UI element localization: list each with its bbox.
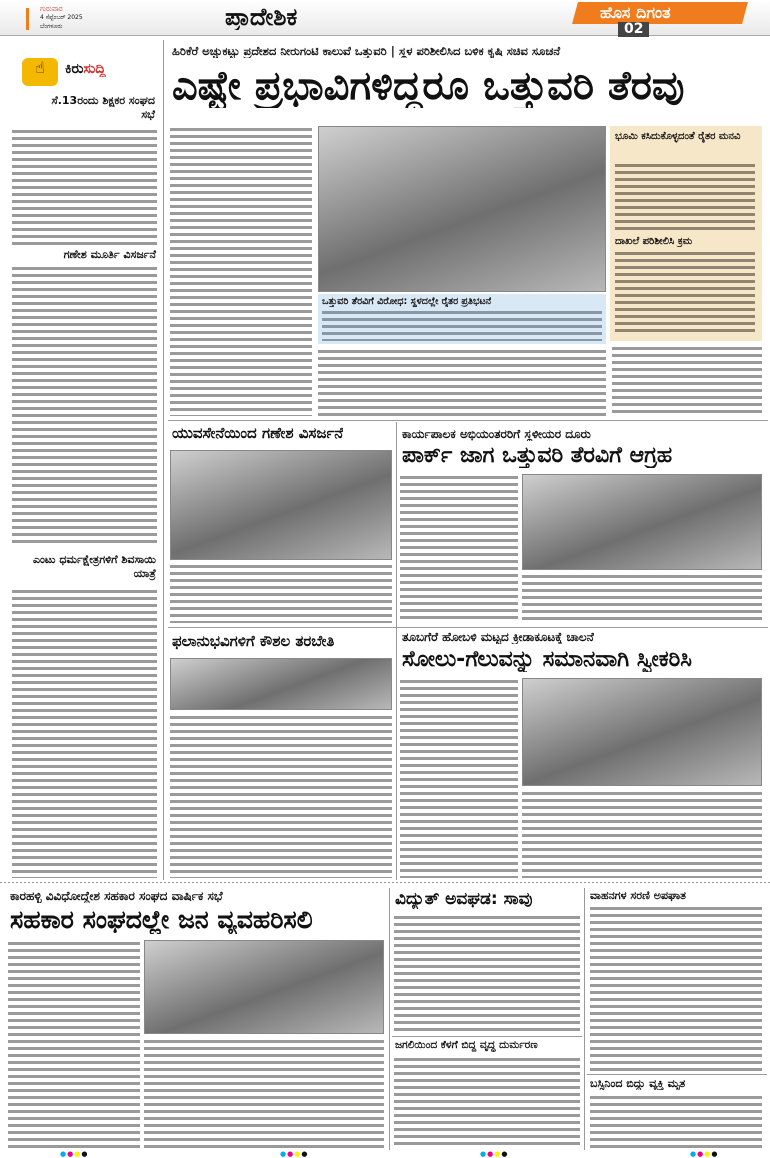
story5-headline: ಸೋಲು-ಗೆಲುವನ್ನು ಸಮಾನವಾಗಿ ಸ್ವೀಕರಿಸಿ	[402, 648, 692, 672]
day: ಗುರುವಾರ	[40, 5, 63, 13]
registration-marks: ●●●●	[480, 1150, 509, 1158]
date: 4 ಸೆಪ್ಟೆಂಬರ್ 2025	[40, 14, 83, 21]
registration-marks: ●●●●	[690, 1150, 719, 1158]
brief-title-1: ಸೆ.13ರಂದು ಶಿಕ್ಷಕರ ಸಂಘದ ಸಭೆ	[51, 94, 155, 122]
story4-headline: ಫಲಾನುಭವಿಗಳಿಗೆ ಕೌಶಲ ತರಬೇತಿ	[172, 633, 335, 650]
story6-headline: ಸಹಕಾರ ಸಂಘದಲ್ಲೇ ಜನ ವ್ಯವಹರಿಸಲಿ	[10, 906, 313, 934]
story4-photo	[170, 658, 392, 710]
section-title: ಪ್ರಾದೇಶಿಕ	[225, 4, 298, 31]
lead-caption-box	[318, 294, 606, 344]
lead-body-1	[170, 126, 312, 416]
sidebar-title-1: ಭೂಮಿ ಕಸಿದುಕೊಳ್ಳದಂತೆ ರೈತರ ಮನವಿ	[615, 131, 741, 142]
brief-body-3	[12, 588, 157, 878]
story10-headline: ಬಸ್ಸಿನಿಂದ ಬಿದ್ದು ವ್ಯಕ್ತಿ ಮೃತ	[590, 1078, 686, 1090]
registration-marks: ●●●●	[280, 1150, 309, 1158]
lead-photo	[318, 126, 606, 292]
briefs-badge: ☝	[22, 58, 58, 86]
story2-photo	[170, 450, 392, 560]
story3-kicker: ಕಾರ್ಯಪಾಲಕ ಅಭಿಯಂತರರಿಗೆ ಸ್ಥಳೀಯರ ದೂರು	[402, 428, 591, 441]
story7-headline: ವಿದ್ಯುತ್ ಅವಘಡ: ಸಾವು	[395, 890, 533, 909]
lead-body-2	[318, 348, 606, 416]
brief-title-2: ಗಣೇಶ ಮೂರ್ತಿ ವಿಸರ್ಜನೆ	[63, 248, 156, 261]
lead-body-3	[612, 345, 762, 415]
city: ಬೆಂಗಳೂರು	[40, 23, 63, 30]
registration-marks: ●●●●	[60, 1150, 89, 1158]
story5-photo	[522, 678, 762, 786]
lead-headline: ಎಷ್ಟೇ ಪ್ರಭಾವಿಗಳಿದ್ದರೂ ಒತ್ತುವರಿ ತೆರವು	[172, 64, 685, 108]
story6-kicker: ಕಾರಹಳ್ಳಿ ವಿವಿಧೋದ್ದೇಶ ಸಹಕಾರ ಸಂಘದ ವಾರ್ಷಿಕ ಸಭೆ	[10, 890, 223, 903]
story5-kicker: ತೂಬಗೆರೆ ಹೋಬಳಿ ಮಟ್ಟದ ಕ್ರೀಡಾಕೂಟಕ್ಕೆ ಚಾಲನೆ	[402, 631, 594, 644]
story3-photo	[522, 474, 762, 570]
date-accent	[26, 8, 29, 30]
story2-headline: ಯುವಸೇನೆಯಿಂದ ಗಣೇಶ ವಿಸರ್ಜನೆ	[172, 425, 344, 442]
lead-sidebar	[610, 126, 762, 341]
story8-headline: ಜಗಲಿಯಿಂದ ಕೆಳಗೆ ಬಿದ್ದ ವೃದ್ಧ ದುರ್ಮರಣ	[395, 1040, 538, 1051]
story3-headline: ಪಾರ್ಕ್ ಜಾಗ ಒತ್ತುವರಿ ತೆರವಿಗೆ ಆಗ್ರಹ	[402, 444, 673, 468]
sidebar-title-2: ದಾಖಲೆ ಪರಿಶೀಲಿಸಿ ಕ್ರಮ	[615, 236, 693, 247]
briefs-label: ಕಿರುಸುದ್ದಿ	[65, 62, 106, 77]
masthead	[0, 0, 770, 36]
brief-title-3: ಎಂಟು ಧರ್ಮಕ್ಷೇತ್ರಗಳಿಗೆ ಶಿವಸಾಯಿ ಯಾತ್ರೆ	[32, 553, 156, 581]
lead-kicker: ಹಿರಿಕೆರೆ ಅಚ್ಚುಕಟ್ಟು ಪ್ರದೇಶದ ನೀರುಗಂಟಿ ಕಾಲುವೆ ಒತ್ತುವರಿ | ಸ್ಥಳ ಪರಿಶೀಲಿಸಿದ ಬಳಿಕ ಕೃಷಿ ಸಚಿವ ಸೂಚನೆ	[172, 45, 561, 58]
story6-photo	[144, 940, 384, 1034]
brief-body-1	[12, 128, 157, 246]
page-number: 02	[618, 22, 649, 37]
logo-text: ಹೊಸ ದಿಗಂತ	[600, 4, 671, 22]
brief-body-2	[12, 265, 157, 547]
lead-caption-title: ಒತ್ತುವರಿ ತೆರವಿಗೆ ವಿರೋಧ: ಸ್ಥಳದಲ್ಲೇ ರೈತರ ಪ್ರತಿಭಟನೆ	[322, 297, 492, 307]
story9-headline: ವಾಹನಗಳ ಸರಣಿ ಅಪಘಾತ	[590, 890, 686, 902]
